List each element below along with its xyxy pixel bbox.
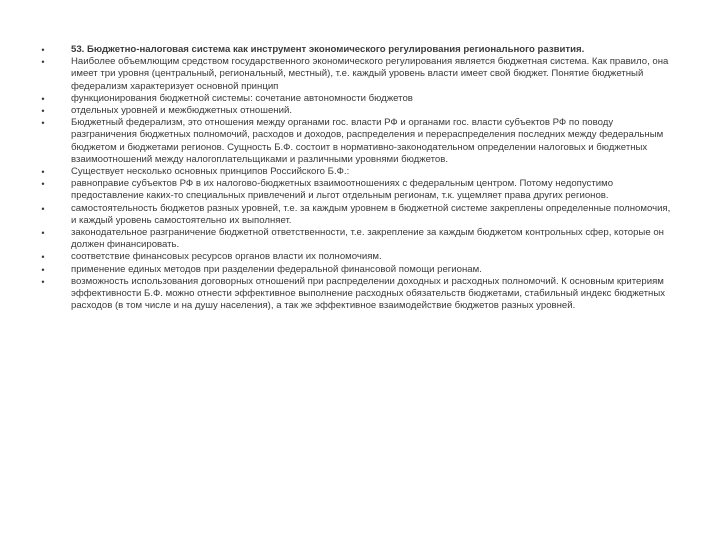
bullet-dot-icon: • xyxy=(41,203,45,214)
list-item xyxy=(38,227,678,251)
bullet-dot-icon: • xyxy=(41,167,45,178)
list-item-text: 53. Бюджетно-налоговая система как инструмент экономического регулирования регионального развития. xyxy=(71,44,585,55)
list-item-text: функционирования бюджетной системы: сочетание автономности бюджетов xyxy=(71,92,413,104)
bullet-dot-icon: • xyxy=(41,252,45,263)
list-item-text: применение единых методов при разделении федеральной финансовой помощи регионам. xyxy=(71,263,482,275)
list-item-title xyxy=(38,44,678,56)
list-item xyxy=(38,166,678,178)
list-item-text: соответствие финансовых ресурсов органов власти их полномочиям. xyxy=(71,251,382,263)
bullet-dot-icon: • xyxy=(41,57,45,68)
list-item-text: отдельных уровней и межбюджетных отношений. xyxy=(71,105,292,117)
list-item xyxy=(38,251,678,263)
bullet-dot-icon: • xyxy=(41,45,45,55)
list-item xyxy=(38,117,678,166)
list-item xyxy=(38,264,678,276)
list-item-text: возможность использования договорных отношений при распределении доходных и расходных полномочий. К основным критериям эффективности Б.Ф. можно отнести эффективное выполнение расходных обязательств бюджетами, стабильный индекс бюджетных расходов (в том числе и на душу населения), а так же эффективное взаимодействие бюджетов разных уровней. xyxy=(71,275,666,312)
bullet-list xyxy=(38,44,678,312)
list-item xyxy=(38,276,678,313)
list-item xyxy=(38,56,678,93)
bullet-dot-icon: • xyxy=(41,93,45,104)
bullet-dot-icon: • xyxy=(41,179,45,190)
list-item-text: Существует несколько основных принципов Российского Б.Ф.: xyxy=(71,166,350,178)
list-item-text: законодательное разграничение бюджетной ответственности, т.е. закрепление за каждым бюджетом контрольных сфер, которые он должен финансировать. xyxy=(71,227,664,251)
bullet-dot-icon: • xyxy=(41,118,45,129)
list-item xyxy=(38,203,678,227)
list-item-text: равноправие субъектов РФ в их налогово-бюджетных взаимоотношениях с федеральным центром. Потому недопустимо предоставление каких-то специальных привлечений и льгот отдельным регионам, т.к. ущемляет права других регионов. xyxy=(71,178,614,202)
bullet-dot-icon: • xyxy=(41,106,45,117)
bullet-dot-icon: • xyxy=(41,276,45,287)
list-item-text: Бюджетный федерализм, это отношения между органами гос. власти РФ и органами гос. власти субъектов РФ по поводу разграничения бюджетных полномочий, расходов и доходов, распределения и перераспределения последних между федеральным бюджетом и бюджетами регионов. Сущность Б.Ф. состоит в нормативно-законодательном определении налоговых и бюджетных взаимоотношений между налогоплательщиками и различными уровнями бюджетов. xyxy=(71,117,664,165)
list-item xyxy=(38,105,678,117)
list-item xyxy=(38,93,678,105)
list-item-text: Наиболее объемлющим средством государственного экономического регулирования является бюджетная система. Как правило, она имеет три уровня (центральный, региональный, местный), т.е. каждый уровень власти имеет свой бюджет. Понятие бюджетный федерализм характеризует основной принцип xyxy=(71,56,669,92)
bullet-dot-icon: • xyxy=(41,264,45,275)
list-item xyxy=(38,178,678,202)
list-item-text: самостоятельность бюджетов разных уровней, т.е. за каждым уровнем в бюджетной системе закреплены определенные полномочия, и каждый уровень самостоятельно их выполняет. xyxy=(71,202,671,226)
bullet-dot-icon: • xyxy=(41,228,45,239)
